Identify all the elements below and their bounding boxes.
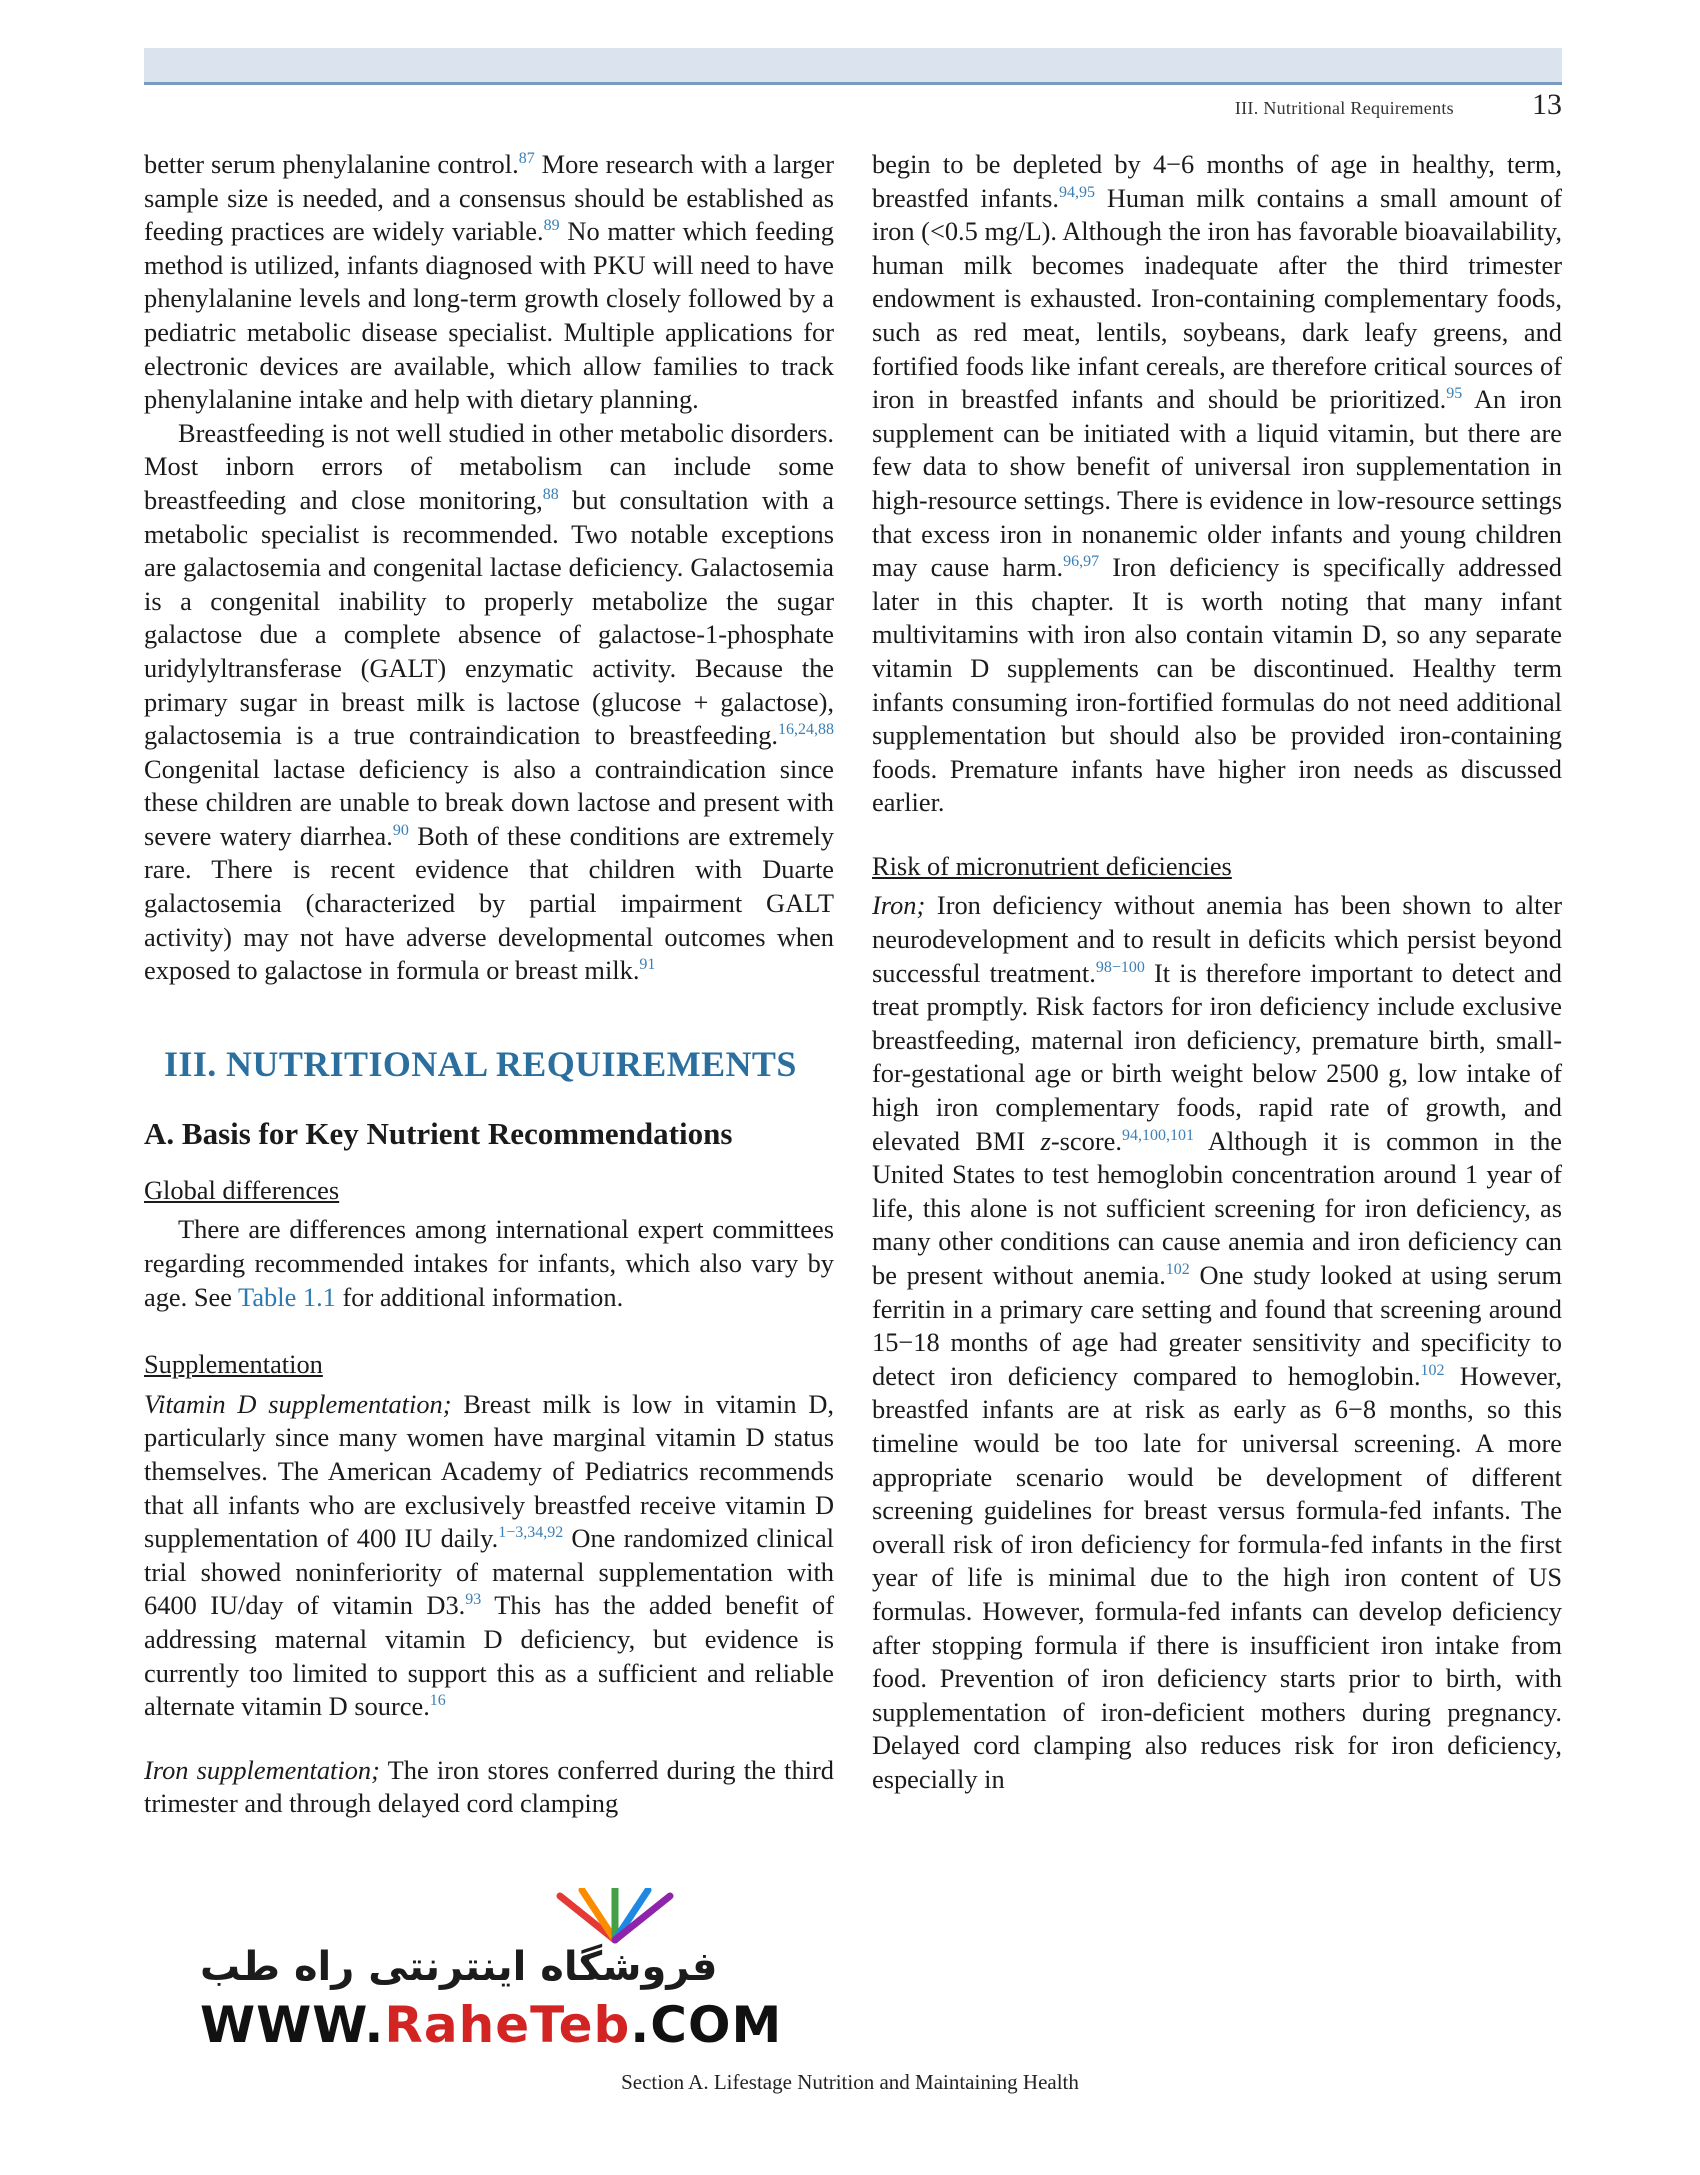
watermark-url-brand: RaheTeb [384,1996,631,2054]
citation-superscript: 91 [639,956,656,974]
watermark-url-suffix: .COM [630,1996,783,2054]
italic-run: Vitamin D supplementation; [144,1388,452,1419]
paragraph-iron-supplementation [144,1754,834,1821]
citation-superscript: 90 [392,821,409,839]
citation-superscript: 94,95 [1058,183,1095,201]
book-logo-icon [540,1888,690,1944]
text-run: Iron deficiency without anemia has been shown to alter neurodevelopment and to result in deficits which persist beyond successful treatment. [872,890,1562,988]
paragraph-pku [144,148,834,417]
text-run: One study looked at using serum ferritin in a primary care setting and found that screening around 15−18 months of age had greater sensitivity and specificity to detect iron deficiency compared to hemoglobin. [872,1260,1562,1391]
paragraph-breastfeeding-metabolic [144,417,834,988]
italic-run: Iron supplementation; [144,1754,380,1785]
paragraph-iron-depletion [872,148,1562,820]
page-number: 13 [1532,88,1562,121]
text-run: Iron deficiency is specifically addressed later in this chapter. It is worth noting that many infant multivitamins with iron also contain vitamin D, so any separate vitamin D supplements can be discontinued. Healthy term infants consuming iron-fortified formulas do not need additional supplementation but should also be provided iron-containing foods. Premature infants have higher iron needs as discussed earlier. [872,552,1563,818]
text-run: Although it is common in the United States to test hemoglobin concentration around 1 year of life, this alone is not sufficient screening for iron deficiency, as many other conditions can cause anemia and iron deficiency can be present without anemia. [872,1125,1562,1290]
citation-superscript: 89 [543,217,560,235]
text-run: Congenital lactase deficiency is also a contraindication since these children are unable to break down lactose and present with severe watery diarrhea. [144,753,834,851]
text-run: Breast milk is low in vitamin D, particularly since many women have marginal vitamin D status themselves. The American Academy of Pediatrics recommends that all infants who are exclusively breastfed receive vitamin D supplementation of 400 IU daily. [144,1388,834,1554]
citation-superscript: 95 [1446,385,1463,403]
paragraph-iron-deficiency [872,889,1562,1796]
table-link[interactable]: Table 1.1 [238,1281,336,1312]
text-run: Both of these conditions are extremely rare. There is recent evidence that children with Duarte galactosemia (characterized by partial impairment GALT activity) may not have adverse developmental outcomes when exposed to galactose in formula or breast milk. [144,820,834,986]
text-run: This has the added benefit of addressing maternal vitamin D deficiency, but evidence is currently too limited to support this as a sufficient and reliable alternate vitamin D source. [144,1590,834,1722]
watermark-url-prefix: WWW. [200,1996,385,2054]
risk-heading: Risk of micronutrient deficiencies [872,850,1232,881]
sub-heading: A. Basis for Key Nutrient Recommendations [144,1115,733,1151]
citation-superscript: 87 [518,150,535,167]
citation-superscript: 16,24,88 [778,721,834,739]
text-run: There are differences among international expert committees regarding recommended intakes for infants, which also vary by age. See [144,1214,834,1312]
watermark-persian-text: فروشگاه اینترنتی راه طب [200,1944,718,1990]
text-run: for additional information. [335,1281,624,1312]
text-run: It is therefore important to detect and treat promptly. Risk factors for iron deficiency include exclusive breastfeeding, maternal iron deficiency, premature birth, small-for-gestational age or birth weight below 2500 g, low intake of high iron complementary foods, rapid rate of growth, and elevated BMI [872,957,1562,1156]
paragraph-vitamin-d [144,1388,834,1724]
italic-run: Iron; [872,890,926,921]
text-run: Breastfeeding is not well studied in other metabolic disorders. Most inborn errors of metabolism can include some breastfeeding and close monitoring, [144,417,834,515]
supplementation-heading: Supplementation [144,1349,323,1380]
left-column [144,148,834,1821]
citation-superscript: 93 [465,1591,482,1609]
citation-superscript: 102 [1165,1261,1190,1278]
running-head: III. Nutritional Requirements [1234,98,1454,118]
footer-section-title: Section A. Lifestage Nutrition and Maintaining Health [621,2070,1079,2094]
text-run: More research with a larger sample size is needed, and a consensus should be established as feeding practices are widely variable. [144,149,835,247]
right-column [872,148,1562,1797]
citation-superscript: 88 [542,485,559,503]
citation-superscript: 1−3,34,92 [498,1524,564,1542]
text-run: begin to be depleted by 4−6 months of age in healthy, term, breastfed infants. [872,149,1562,213]
text-run: better serum phenylalanine control. [144,149,519,179]
paragraph-global-differences [144,1213,834,1314]
citation-superscript: 102 [1420,1361,1445,1379]
paragraph-gap [144,1724,834,1754]
citation-superscript: 98−100 [1095,958,1145,976]
section-heading: III. NUTRITIONAL REQUIREMENTS [164,1043,797,1084]
text-run: No matter which feeding method is utilized, infants diagnosed with PKU will need to have phenylalanine levels and long-term growth closely followed by a pediatric metabolic disease specialist. Multiple applications for electronic devices are available, which allow families to track phenylalanine intake and help with dietary planning. [144,216,834,415]
italic-run: z [1040,1125,1051,1156]
text-run: However, breastfed infants are at risk as early as 6−8 months, so this timeline would be too late for universal screening. A more appropriate scenario would be development of different screening guidelines for breast versus formula-fed infants. The overall risk of iron deficiency for formula-fed infants in the first year of life is minimal due to the high iron content of US formulas. However, formula-fed infants can develop deficiency after stopping formula if there is insufficient iron intake from food. Prevention of iron deficiency starts prior to birth, with supplementation of iron-deficient mothers during pregnancy. Delayed cord clamping also reduces risk for iron deficiency, especially in [872,1360,1562,1794]
text-run: Human milk contains a small amount of iron (<0.5 mg/L). Although the iron has favorable bioavailability, human milk becomes inadequate after the third trimester endowment is exhausted. Iron-containing complementary foods, such as red meat, lentils, soybeans, dark leafy greens, and fortified foods like infant cereals, are therefore critical sources of iron in breastfed infants and should be prioritized. [872,182,1562,415]
citation-superscript: 94,100,101 [1121,1126,1194,1144]
text-run: but consultation with a metabolic specialist is recommended. Two notable exceptions are galactosemia and congenital lactase deficiency. Galactosemia is a congenital inability to properly metabolize the sugar galactose due a complete absence of galactose-1-phosphate uridylyltransferase (GALT) enzymatic activity. Because the primary sugar in breast milk is lactose (glucose + galactose), galactosemia is a true contraindication to breastfeeding. [144,484,835,751]
watermark [200,1888,783,2054]
citation-superscript: 16 [429,1692,446,1710]
text-run: -score. [1050,1125,1122,1156]
citation-superscript: 96,97 [1063,553,1100,571]
text-run: One randomized clinical trial showed noninferiority of maternal supplementation with 6400 IU/day of vitamin D3. [144,1523,834,1621]
text-run: The iron stores conferred during the third trimester and through delayed cord clamping [144,1754,834,1819]
global-differences-heading: Global differences [144,1174,340,1205]
header-band [144,48,1562,85]
watermark-url [200,1996,782,2054]
text-run: An iron supplement can be initiated with a liquid vitamin, but there are few data to show benefit of universal iron supplementation in high-resource settings. There is evidence in low-resource settings that excess iron in nonanemic older infants and young children may cause harm. [872,384,1562,583]
